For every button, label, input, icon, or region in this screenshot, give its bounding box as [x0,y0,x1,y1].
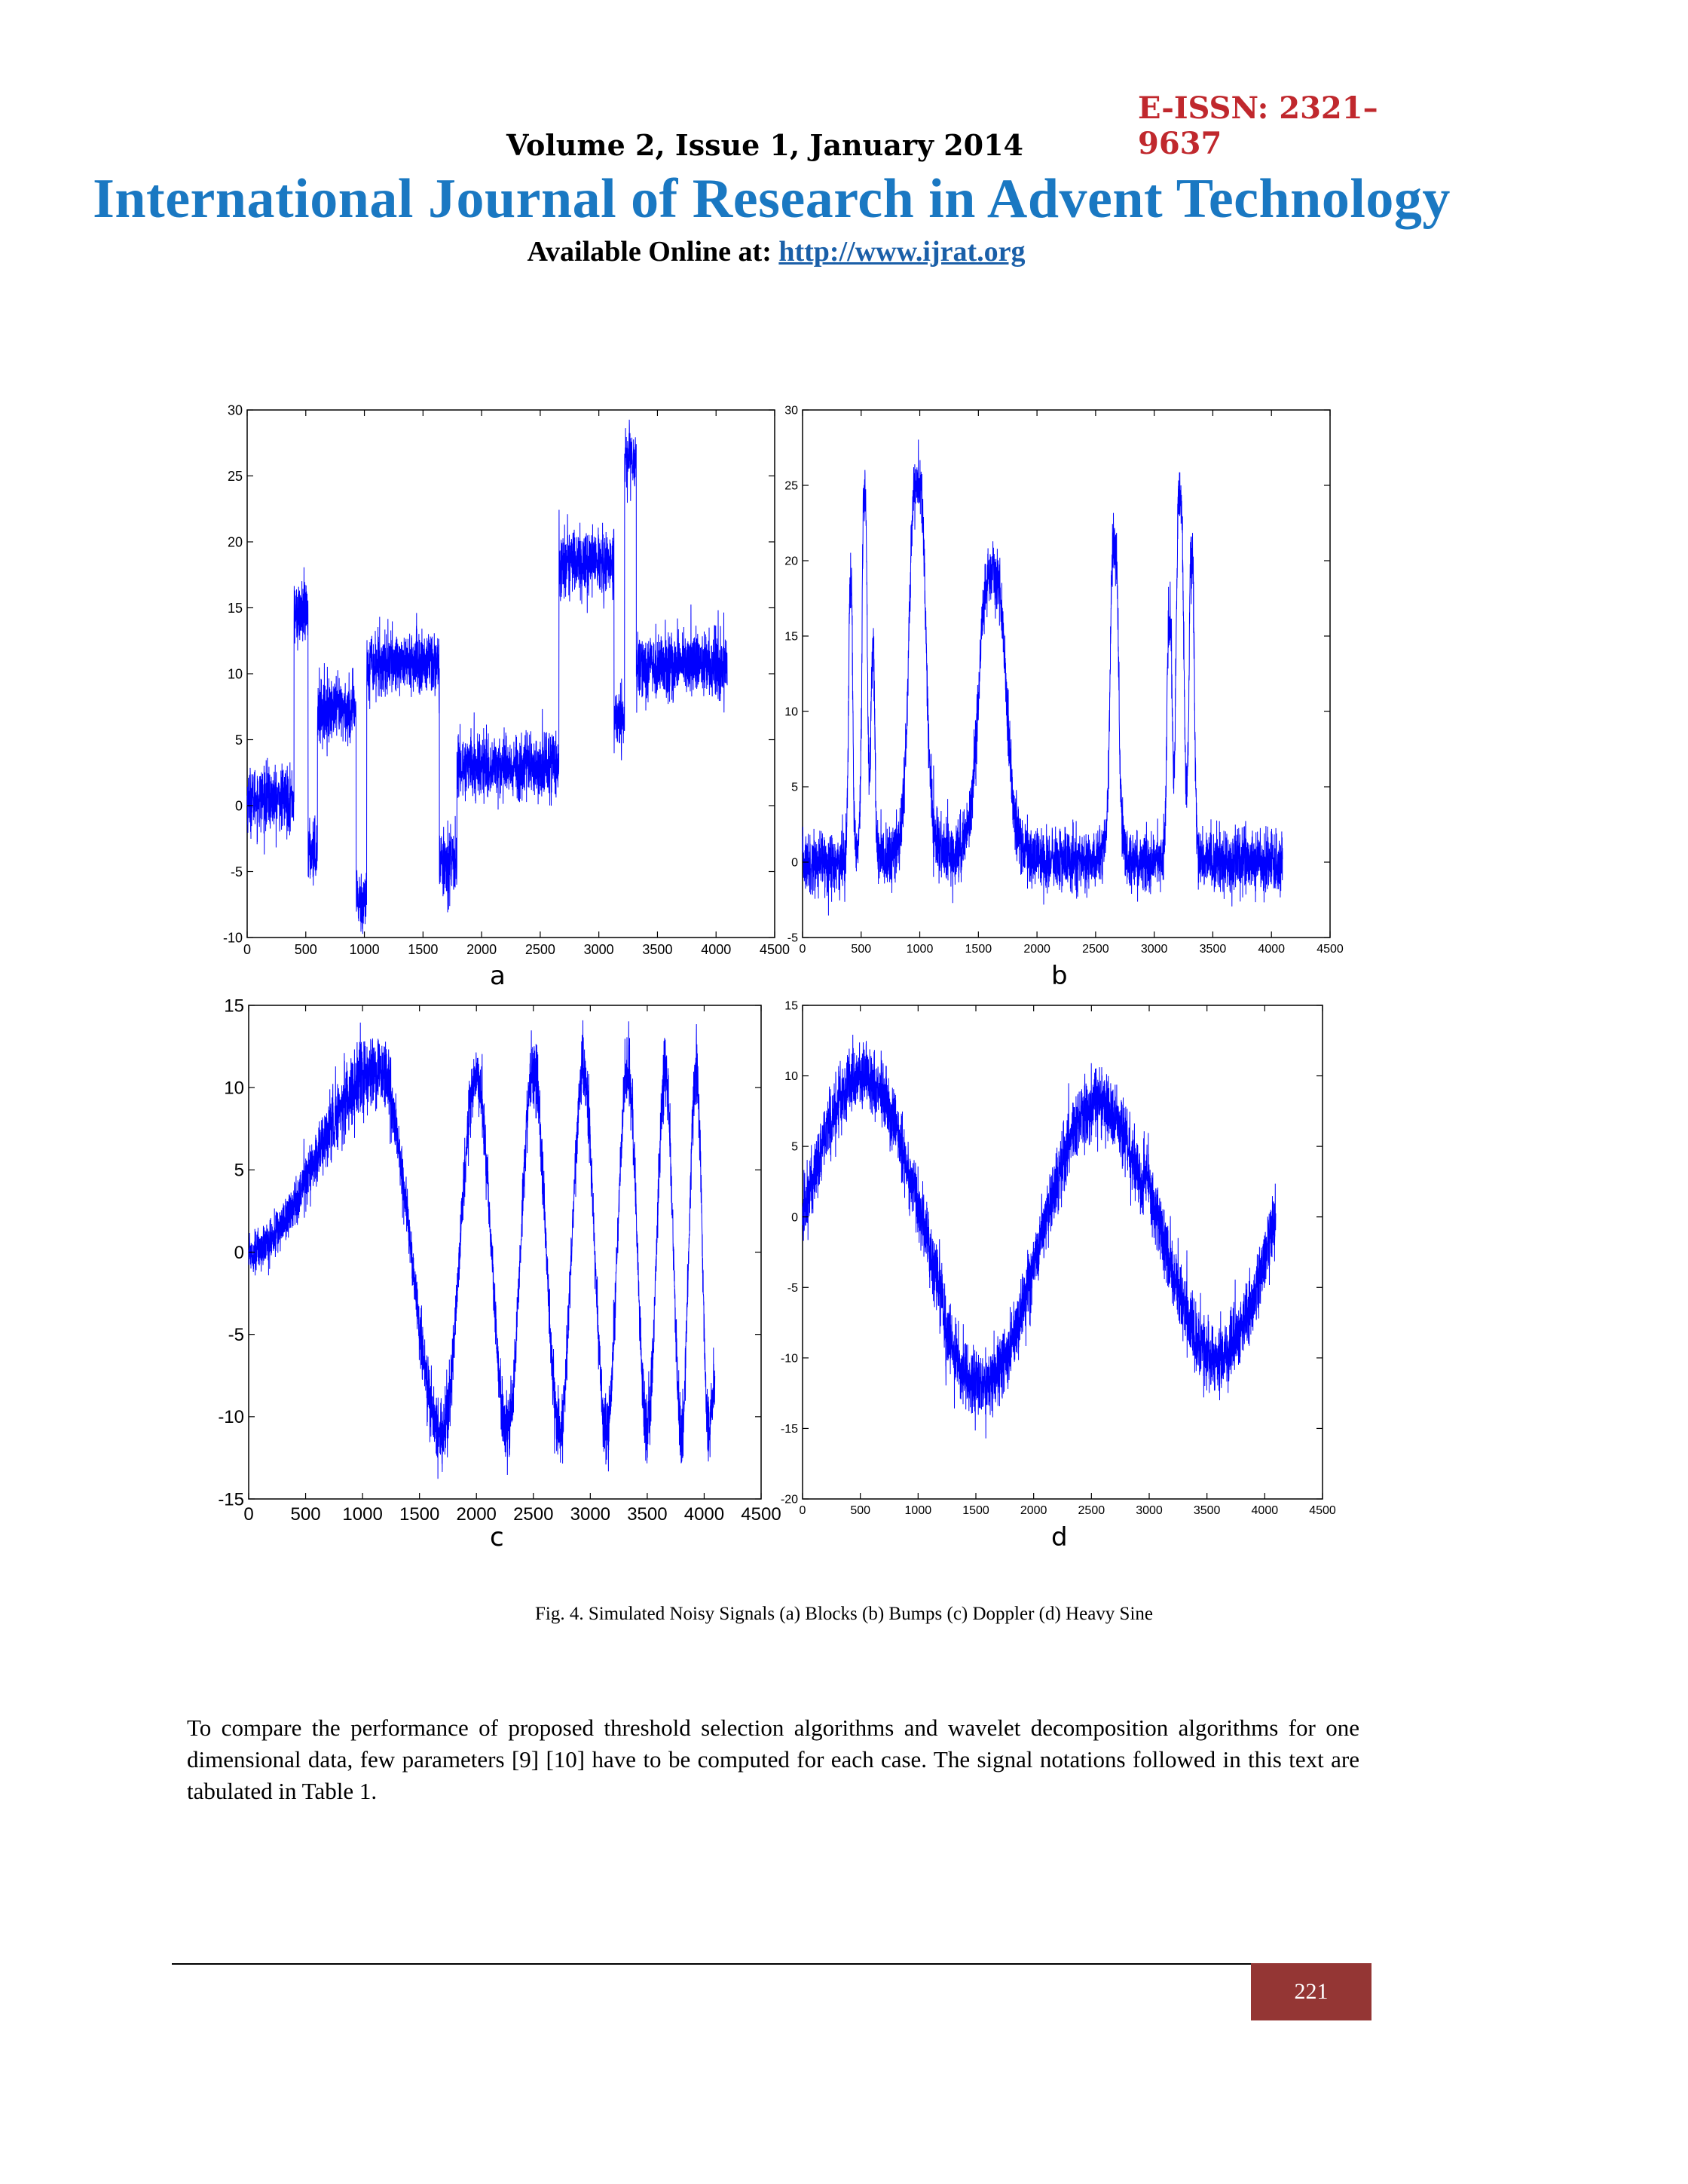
x-tick-label: 1000 [342,1504,383,1525]
x-tick-label: 2500 [513,1504,554,1525]
figure-caption: Fig. 4. Simulated Noisy Signals (a) Blocks (b) Bumps (c) Doppler (d) Heavy Sine [534,1604,1154,1624]
y-tick-label: 20 [784,555,798,568]
y-tick-label: 5 [791,1140,798,1154]
y-tick-label: 20 [227,534,243,550]
y-tick-label: -20 [780,1493,798,1506]
x-tick-label: 3500 [627,1504,668,1525]
chart-blocks [211,399,790,961]
x-tick-label: 4000 [1251,1504,1279,1517]
panel-label-a: a [490,961,506,991]
x-tick-label: 2000 [466,942,497,957]
x-tick-label: 4500 [759,942,790,957]
y-tick-label: 10 [784,705,798,719]
y-tick-label: 15 [227,600,243,616]
x-tick-label: 1500 [408,942,439,957]
x-tick-label: 500 [294,942,317,957]
x-tick-label: 4000 [701,942,732,957]
x-tick-label: 3000 [1140,943,1168,956]
x-tick-label: 4500 [741,1504,781,1525]
y-tick-label: 10 [227,666,243,682]
x-tick-label: 1500 [962,1504,989,1517]
x-tick-label: 2500 [1078,1504,1105,1517]
x-tick-label: 0 [243,942,252,957]
chart-panel-d [780,995,1341,1522]
chart-doppler [211,995,784,1525]
y-tick-label: 5 [791,781,798,794]
chart-bumps [780,399,1344,961]
issn-label: E-ISSN: 2321–9637 [1138,90,1378,161]
x-tick-label: 500 [290,1504,321,1525]
x-tick-label: 2500 [1082,943,1109,956]
panel-label-c: c [490,1522,504,1552]
x-tick-label: 3000 [570,1504,611,1525]
y-tick-label: 30 [784,404,798,418]
y-tick-label: -15 [218,1489,244,1510]
panel-label-b: b [1051,961,1068,991]
x-tick-label: 3500 [1199,943,1227,956]
y-tick-label: 10 [784,1070,798,1084]
x-tick-label: 0 [799,943,806,956]
page-number: 221 [1251,1963,1372,2020]
y-tick-label: -10 [222,930,243,946]
x-tick-label: 1000 [906,943,934,956]
y-tick-label: 0 [234,1242,244,1263]
x-tick-label: 3000 [583,942,614,957]
x-tick-label: 3500 [1193,1504,1221,1517]
y-tick-label: -5 [230,864,243,879]
availability-line [0,235,1552,268]
y-tick-label: 25 [227,468,243,484]
x-tick-label: 1000 [349,942,380,957]
x-tick-label: 3000 [1136,1504,1163,1517]
chart-heavy-sine [780,995,1341,1522]
y-tick-label: 5 [234,732,243,748]
x-tick-label: 2000 [1023,943,1050,956]
x-tick-label: 3500 [642,942,673,957]
x-tick-label: 1000 [904,1504,932,1517]
x-tick-label: 4500 [1316,943,1344,956]
y-tick-label: -10 [780,1352,798,1366]
availability-prefix: Available Online at: [527,236,779,268]
x-tick-label: 500 [851,943,872,956]
footer-rule [172,1963,1372,1965]
x-tick-label: 1500 [965,943,992,956]
x-tick-label: 2000 [1020,1504,1047,1517]
y-tick-label: -5 [228,1325,244,1346]
y-tick-label: 5 [234,1160,244,1181]
y-tick-label: 0 [234,798,243,814]
x-tick-label: 2000 [456,1504,497,1525]
y-tick-label: 30 [227,402,243,418]
y-tick-label: 15 [224,996,244,1017]
y-tick-label: 25 [784,479,798,493]
x-tick-label: 4500 [1309,1504,1336,1517]
x-tick-label: 1500 [399,1504,440,1525]
chart-panel-b [780,399,1344,961]
y-tick-label: 10 [224,1078,244,1099]
y-tick-label: 15 [784,999,798,1013]
journal-title: International Journal of Research in Advent Technology [93,168,1451,230]
chart-panel-c [211,995,784,1525]
y-tick-label: 0 [791,1211,798,1225]
body-paragraph: To compare the performance of proposed threshold selection algorithms and wavelet decomposition algorithms for one dimensional data, few parameters [9] [10] have to be computed for each case. The signal notations followed in this text are tabulated in Table 1. [187,1714,1359,1804]
x-tick-label: 0 [799,1504,806,1517]
x-tick-label: 500 [850,1504,871,1517]
y-tick-label: -5 [787,931,798,945]
x-tick-label: 4000 [1258,943,1286,956]
x-tick-label: 2500 [524,942,555,957]
y-tick-label: -10 [218,1407,244,1428]
journal-link[interactable]: http://www.ijrat.org [778,236,1026,268]
chart-panel-a [211,399,790,961]
panel-label-d: d [1051,1522,1068,1552]
y-tick-label: -15 [780,1423,798,1436]
x-tick-label: 4000 [683,1504,725,1525]
volume-issue: Volume 2, Issue 1, January 2014 [506,128,1023,162]
y-tick-label: 15 [784,630,798,644]
y-tick-label: 0 [791,856,798,870]
y-tick-label: -5 [787,1281,798,1295]
x-tick-label: 0 [243,1504,254,1525]
